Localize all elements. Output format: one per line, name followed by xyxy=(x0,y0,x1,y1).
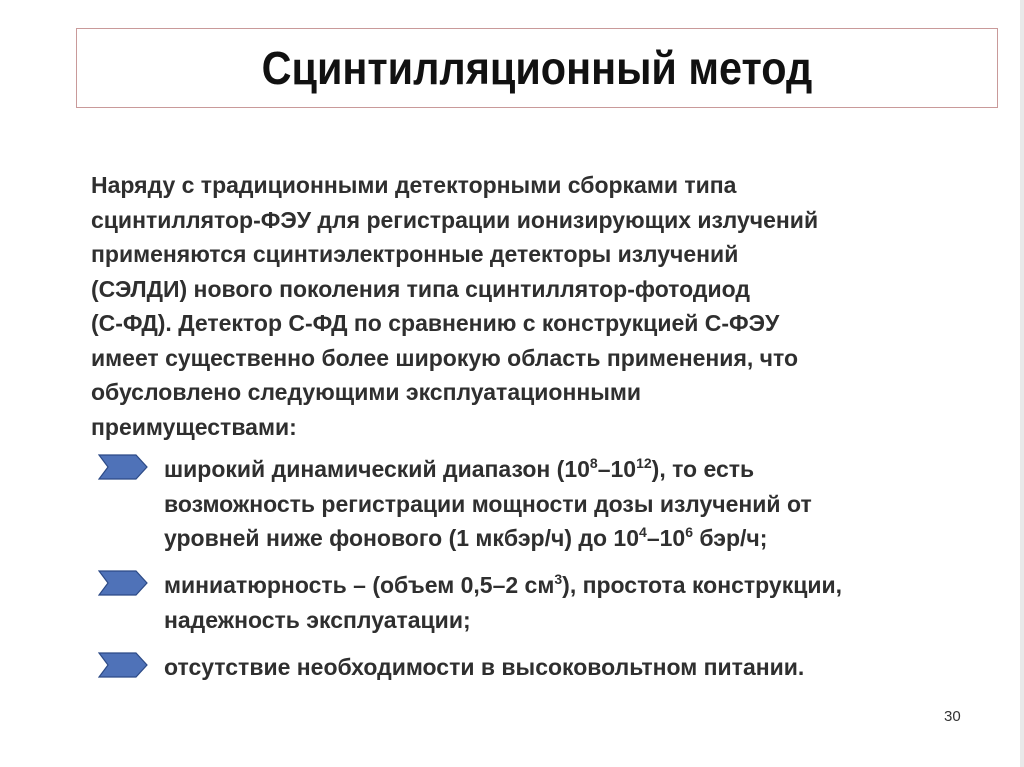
intro-line: (С-ФД). Детектор С-ФД по сравнению с конструкцией С-ФЭУ xyxy=(91,310,780,336)
intro-paragraph xyxy=(91,168,1006,444)
intro-line: преимуществами: xyxy=(91,413,297,440)
superscript: 6 xyxy=(685,524,693,540)
chevron-arrow-icon xyxy=(98,652,148,678)
title-box xyxy=(76,28,998,108)
intro-line: обусловлено следующими эксплуатационными xyxy=(91,379,642,405)
intro-line: Наряду с традиционными детекторными сборками типа xyxy=(91,172,737,198)
bullet-item xyxy=(98,568,842,637)
superscript: 4 xyxy=(639,524,647,540)
chevron-arrow-icon xyxy=(98,570,148,596)
superscript: 3 xyxy=(554,571,563,587)
bullet-text xyxy=(164,650,804,685)
chevron-arrow-icon xyxy=(98,454,148,480)
intro-line: сцинтиллятор-ФЭУ для регистрации ионизирующих излучений xyxy=(91,206,819,233)
page-title: Сцинтилляционный метод xyxy=(261,42,813,94)
bullet-line: миниатюрность – (объем 0,5–2 $см^3$), простота конструкции, xyxy=(164,571,843,598)
bullet-text xyxy=(164,452,812,556)
intro-line: имеет существенно более широкую область применения, что xyxy=(91,344,799,371)
page-number: 30 xyxy=(944,708,961,725)
superscript: 12 xyxy=(636,455,652,471)
intro-line: применяются сцинтиэлектронные детекторы излучений xyxy=(91,241,739,267)
bullet-item xyxy=(98,452,812,556)
bullet-line: надежность эксплуатации; xyxy=(164,606,471,633)
superscript: 8 xyxy=(589,455,598,471)
bullet-line: возможность регистрации мощности дозы излучений от xyxy=(164,490,812,517)
bullet-item xyxy=(98,650,804,685)
bullet-line: широкий динамический диапазон $(10^8-10^{12})$, то есть xyxy=(164,455,755,482)
bullet-text xyxy=(164,568,842,637)
bullet-line: отсутствие необходимости в высоковольтном питании. xyxy=(164,654,805,680)
slide-edge xyxy=(1020,0,1024,767)
intro-line: (СЭЛДИ) нового поколения типа сцинтиллятор-фотодиод xyxy=(91,275,750,302)
bullet-line: уровней ниже фонового (1 мкбэр/ч) до $10^4-10^6$ бэр/ч; xyxy=(164,524,768,551)
